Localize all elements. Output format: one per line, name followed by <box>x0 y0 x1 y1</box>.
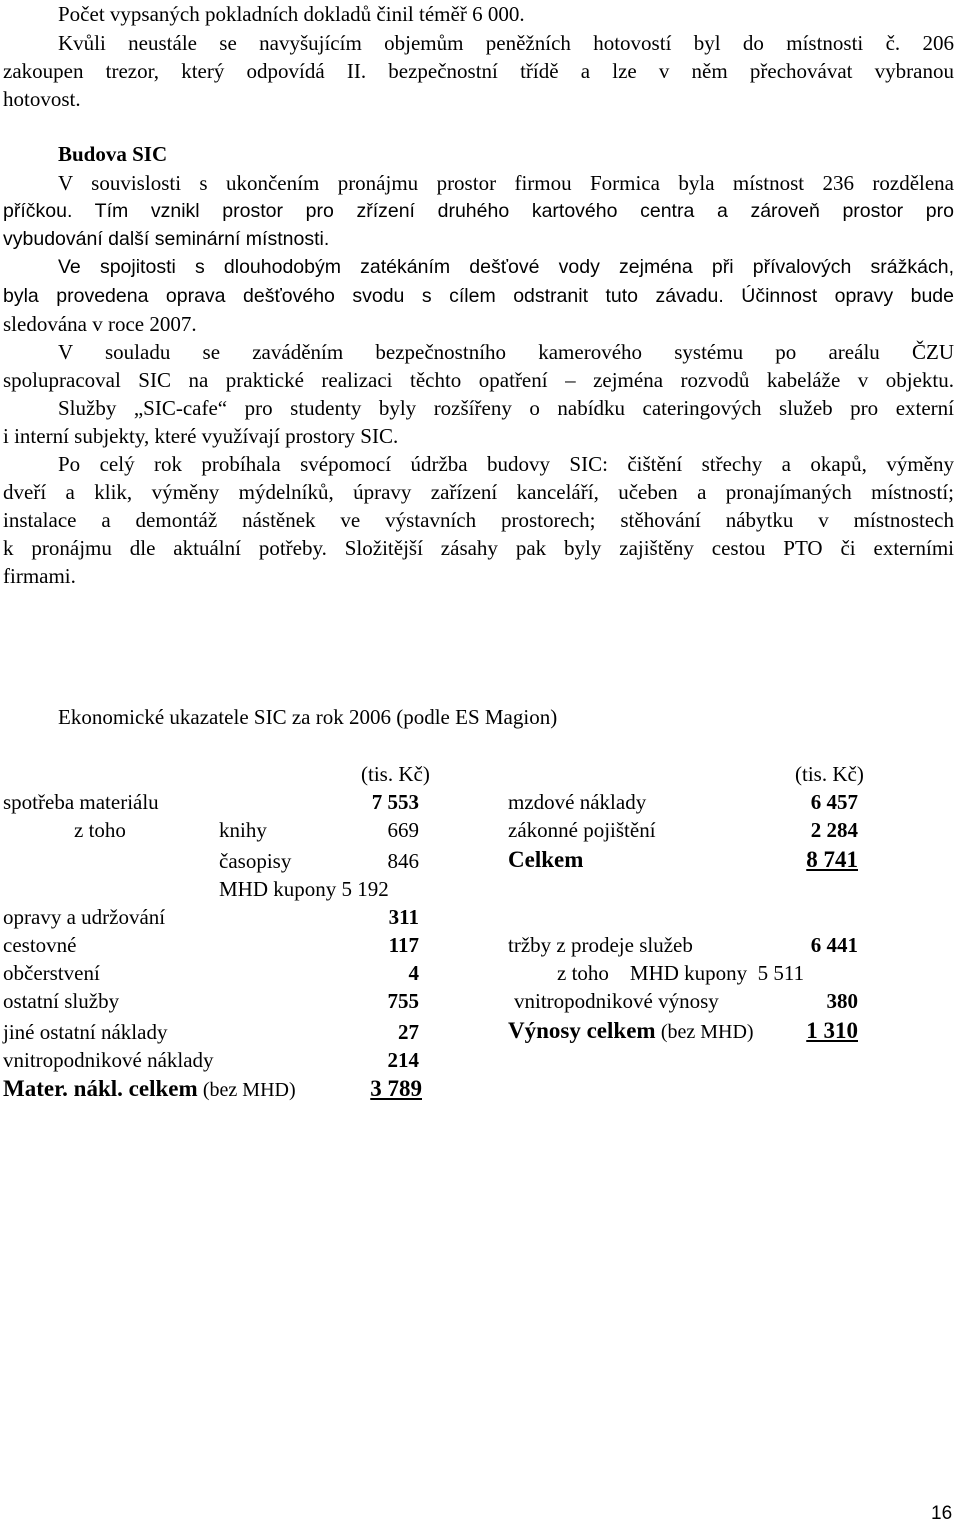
unit-label: (tis. Kč) <box>361 762 430 786</box>
row-label: z toho <box>74 818 126 842</box>
total-row <box>3 1076 296 1103</box>
row-label: vnitropodnikové výnosy <box>514 989 719 1013</box>
total-value: 1 310 <box>806 1018 858 1043</box>
text-line: příčkou. Tím vznikl prostor pro zřízení druhého kartového centra a zároveň prostor pro <box>3 200 954 222</box>
text-line: hotovost. <box>3 87 81 111</box>
text-line: Po celý rok probíhala svépomocí údržba budovy SIC: čištění střechy a okapů, výměny <box>58 452 954 476</box>
row-value: 8 741 <box>806 847 858 872</box>
total-label: Mater. nákl. celkem <box>3 1076 198 1101</box>
row-label: spotřeba materiálu <box>3 790 159 814</box>
row-value: 380 <box>826 989 858 1013</box>
total-value-cell <box>790 1018 858 1044</box>
text-line: V souvislosti s ukončením pronájmu prostor firmou Formica byla místnost 236 rozdělena <box>58 171 954 195</box>
text-line: vybudování další seminární místnosti. <box>3 228 330 250</box>
total-row <box>508 1018 754 1045</box>
row-label: z toho MHD kupony 5 511 <box>557 961 805 985</box>
text-line: Ve spojitosti s dlouhodobým zatékáním dešťové vody zejména při přívalových srážkách, <box>58 256 954 278</box>
row-value: 7 553 <box>371 790 419 814</box>
row-label: Celkem <box>508 847 584 872</box>
row-label: vnitropodnikové náklady <box>3 1048 214 1072</box>
text-line: instalace a demontáž nástěnek ve výstavních prostorech; stěhování nábytku v místnostech <box>3 508 954 532</box>
total-label: Výnosy celkem <box>508 1018 656 1043</box>
text-line: Počet vypsaných pokladních dokladů činil téměř 6 000. <box>58 2 525 26</box>
text-line: byla provedena oprava dešťového svodu s cílem odstranit tuto závadu. Účinnost opravy bude <box>3 285 954 307</box>
row-value: 117 <box>388 933 419 957</box>
row-value: 6 441 <box>810 933 858 957</box>
row-value: 27 <box>398 1020 419 1044</box>
row-label: zákonné pojištění <box>508 818 656 842</box>
row-label: opravy a udržování <box>3 905 166 929</box>
row-label: MHD kupony 5 192 <box>219 877 389 901</box>
row-label: časopisy <box>219 849 292 873</box>
text-line: Služby „SIC-cafe“ pro studenty byly rozšířeny o nabídku cateringových služeb pro externí <box>58 396 954 420</box>
row-label: cestovné <box>3 933 77 957</box>
total-note: (bez MHD) <box>660 1021 754 1043</box>
text-line: V souladu se zaváděním bezpečnostního kamerového systému po areálu ČZU <box>58 340 954 364</box>
section-heading: Budova SIC <box>58 142 168 166</box>
row-value: 755 <box>387 989 419 1013</box>
text-line: zakoupen trezor, který odpovídá II. bezpečnostní třídě a lze v něm přechovávat vybranou <box>3 59 954 83</box>
text-line: i interní subjekty, které využívají prostory SIC. <box>3 424 399 448</box>
text-line: dveří a klik, výměny mýdelníků, úpravy zařízení kanceláří, učeben a pronajímaných místností; <box>3 480 954 504</box>
row-value: 2 284 <box>810 818 858 842</box>
row-value: 4 <box>408 961 419 985</box>
row-value: 846 <box>387 849 419 873</box>
row-label: mzdové náklady <box>508 790 647 814</box>
text-line: spolupracoval SIC na praktické realizaci těchto opatření – zejména rozvodů kabeláže v objektu. <box>3 368 954 392</box>
table-title: Ekonomické ukazatele SIC za rok 2006 (podle ES Magion) <box>58 705 558 729</box>
total-value: 3 789 <box>370 1076 422 1101</box>
row-label: ostatní služby <box>3 989 120 1013</box>
total-note: (bez MHD) <box>202 1079 296 1101</box>
unit-label: (tis. Kč) <box>795 762 864 786</box>
text-line: sledována v roce 2007. <box>3 312 197 336</box>
text-line: Kvůli neustále se navyšujícím objemům peněžních hotovostí byl do místnosti č. 206 <box>58 31 954 55</box>
page-number: 16 <box>931 1503 953 1524</box>
row-value: 6 457 <box>810 790 858 814</box>
row-label: knihy <box>219 818 267 842</box>
text-line: firmami. <box>3 564 76 588</box>
row-value: 214 <box>387 1048 419 1072</box>
text-line: k pronájmu dle aktuální potřeby. Složitější zásahy pak byly zajištěny cestou PTO či externími <box>3 536 954 560</box>
total-value-cell <box>354 1076 422 1102</box>
row-label: tržby z prodeje služeb <box>508 933 693 957</box>
row-label: jiné ostatní náklady <box>3 1020 168 1044</box>
row-label: občerstvení <box>3 961 100 985</box>
row-value: 669 <box>387 818 419 842</box>
row-value: 311 <box>388 905 419 929</box>
